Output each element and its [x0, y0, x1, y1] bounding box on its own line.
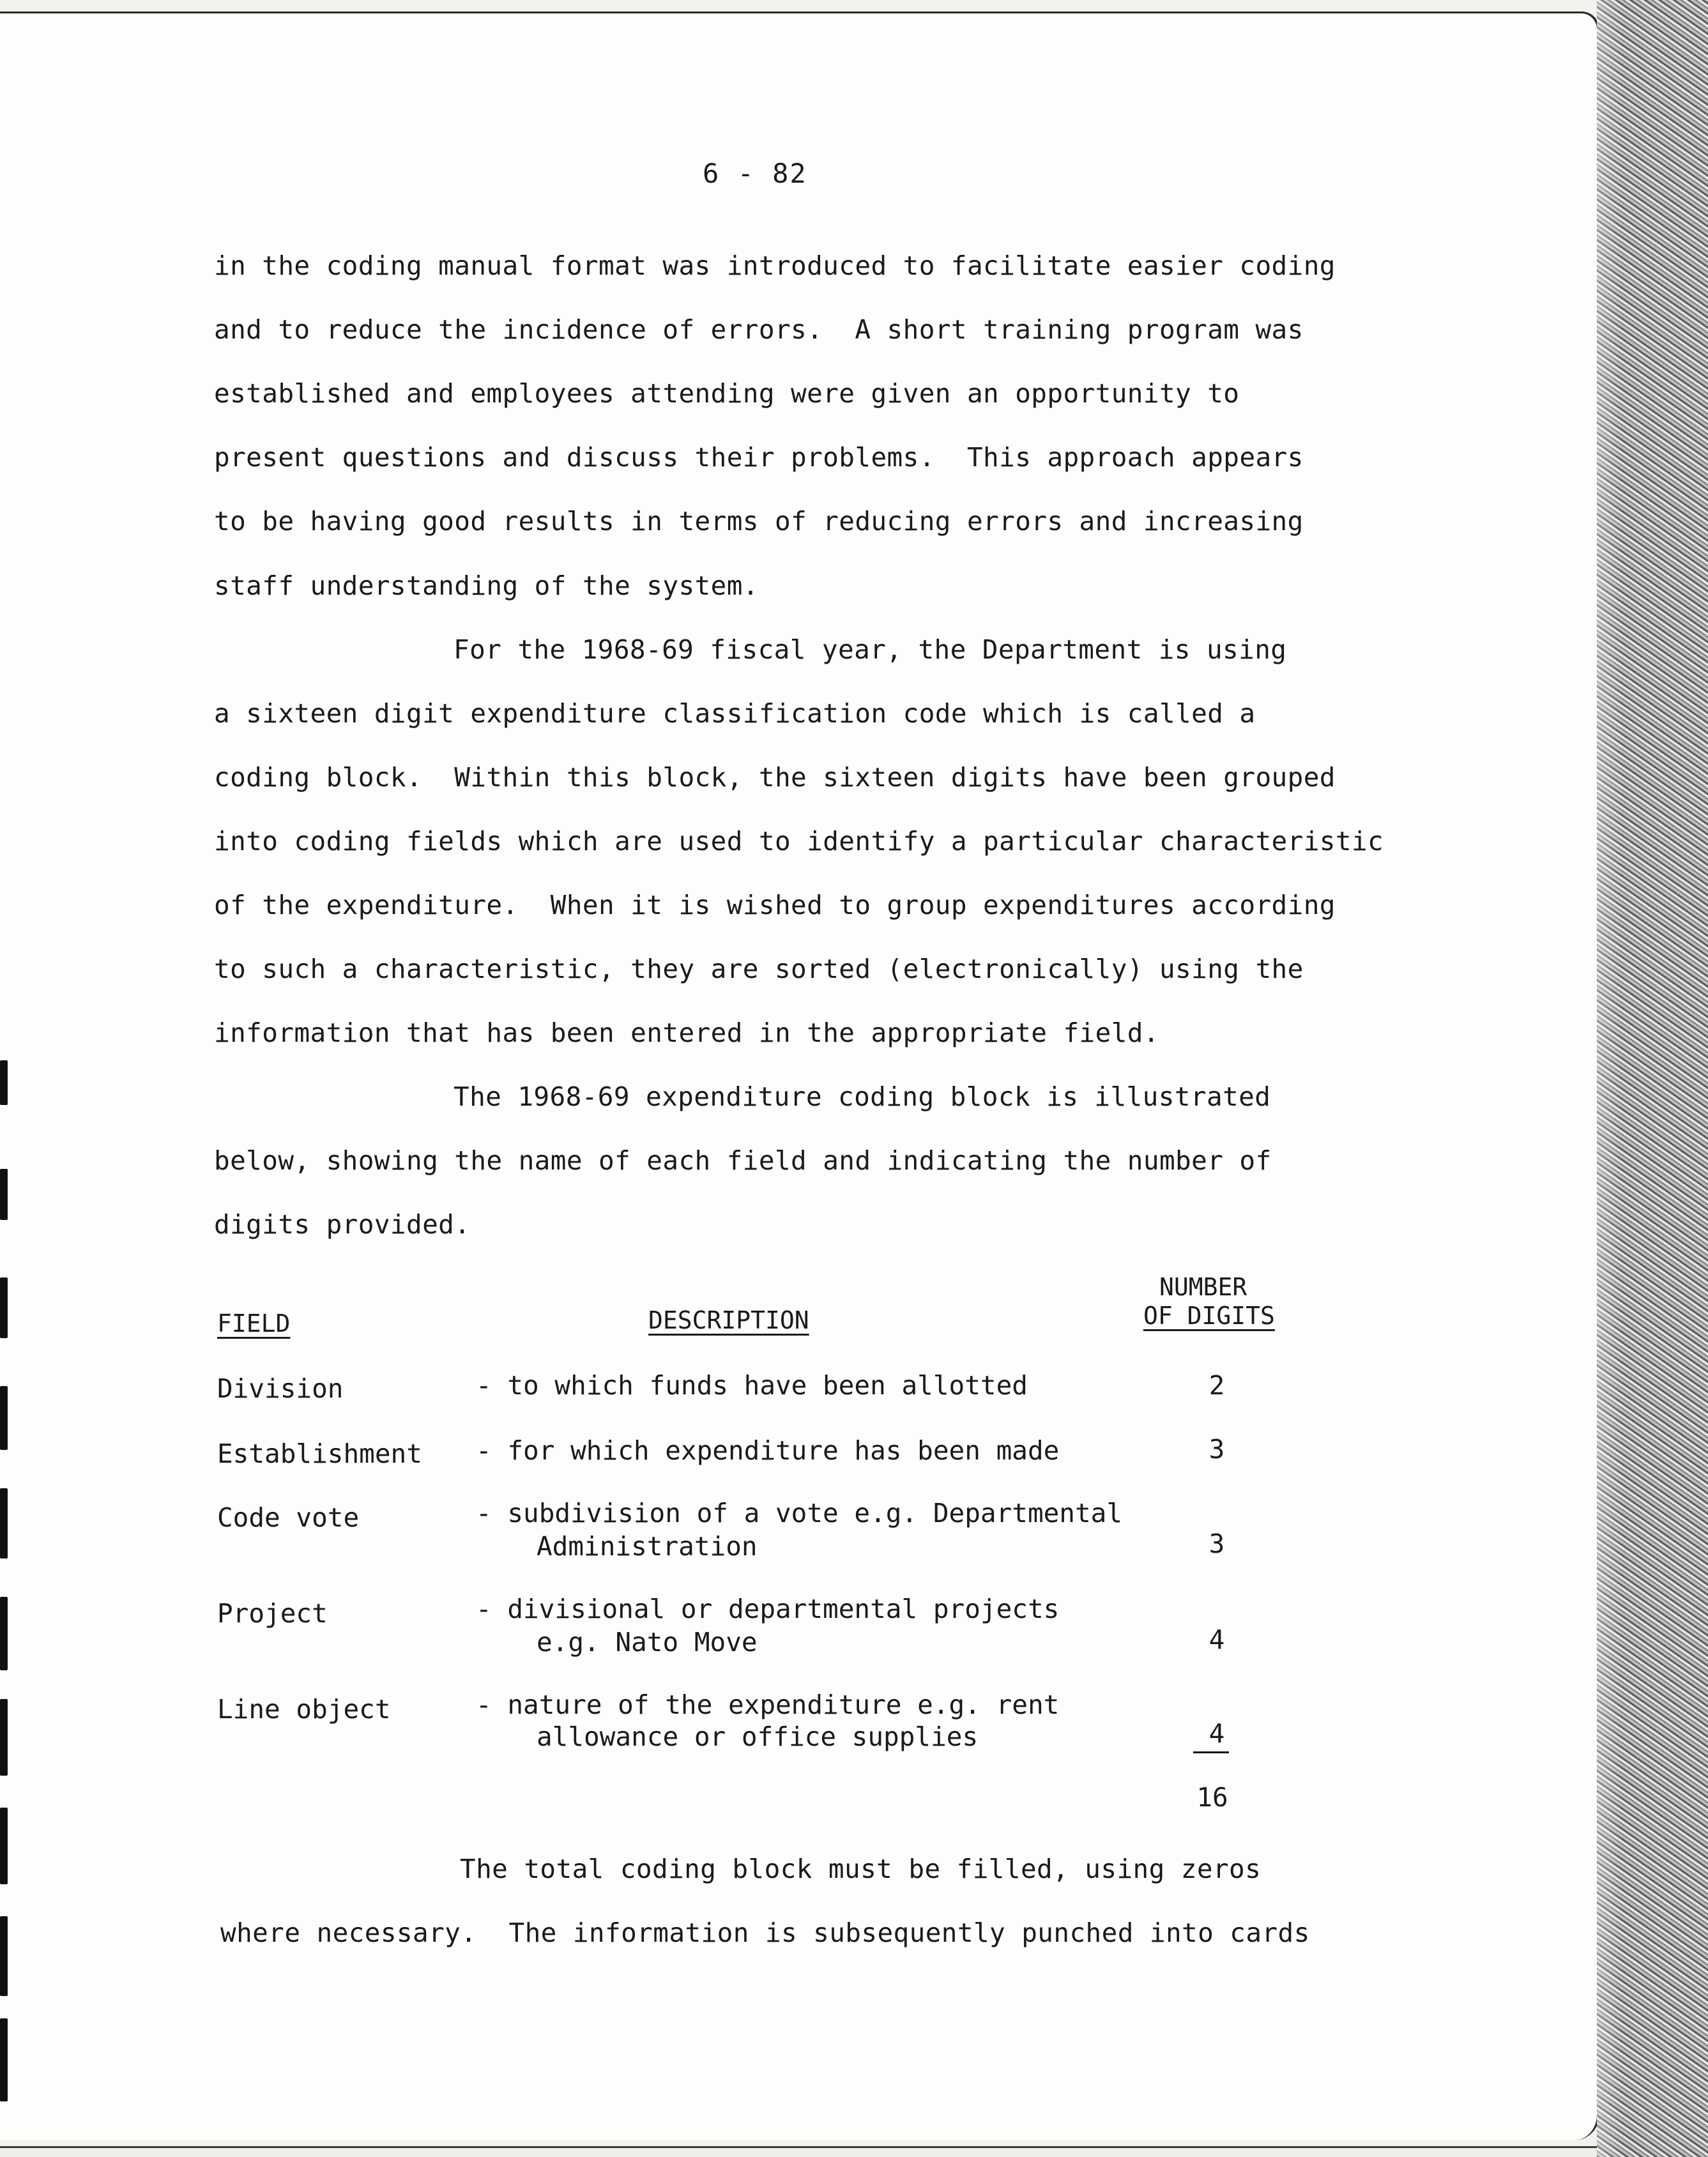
table-header-number: NUMBER: [1159, 1273, 1247, 1301]
paragraph-line: where necessary. The information is subsequently punched into cards: [220, 1917, 1310, 1948]
row-digits: 2: [1209, 1370, 1225, 1401]
paragraph-line: into coding fields which are used to identify a particular characteristic: [214, 826, 1384, 857]
row-description: - for which expenditure has been made: [476, 1435, 1060, 1466]
paragraph-line: established and employees attending were given an opportunity to: [214, 378, 1240, 409]
row-field: Establishment: [217, 1438, 422, 1469]
paragraph-line: information that has been entered in the appropriate field.: [214, 1018, 1159, 1048]
scan-margin-mark: [0, 1488, 8, 1559]
scan-margin-mark: [0, 1699, 8, 1776]
scan-margin-mark: [0, 1597, 8, 1670]
paragraph-line: a sixteen digit expenditure classification code which is called a: [214, 698, 1256, 729]
row-description: - to which funds have been allotted: [476, 1370, 1028, 1401]
paragraph-line: and to reduce the incidence of errors. A short training program was: [214, 314, 1304, 345]
row-field: Code vote: [217, 1502, 360, 1533]
paragraph-line: The total coding block must be filled, using zeros: [460, 1854, 1262, 1884]
scan-margin-mark: [0, 1916, 8, 1996]
scan-margin-mark: [0, 1169, 8, 1220]
paragraph-line: digits provided.: [214, 1209, 471, 1240]
scan-margin-mark: [0, 1386, 8, 1450]
row-description: - subdivision of a vote e.g. Departmental: [476, 1498, 1123, 1528]
scan-margin-mark: [0, 2018, 8, 2101]
paragraph-line: The 1968-69 expenditure coding block is illustrated: [454, 1081, 1271, 1112]
row-description: - nature of the expenditure e.g. rent: [476, 1689, 1060, 1720]
row-field: Division: [217, 1373, 344, 1404]
row-description-continued: e.g. Nato Move: [537, 1627, 758, 1658]
paragraph-line: For the 1968-69 fiscal year, the Department is using: [454, 634, 1287, 665]
paragraph-line: in the coding manual format was introduced to facilitate easier coding: [214, 250, 1336, 281]
total-underline: [1193, 1751, 1229, 1753]
row-description: - divisional or departmental projects: [476, 1594, 1060, 1624]
row-description-continued: allowance or office supplies: [537, 1721, 979, 1752]
paragraph-line: of the expenditure. When it is wished to group expenditures according: [214, 890, 1336, 920]
paragraph-line: coding block. Within this block, the sixteen digits have been grouped: [214, 762, 1336, 793]
row-digits: 4: [1209, 1718, 1225, 1749]
row-field: Project: [217, 1598, 328, 1629]
row-field: Line object: [217, 1694, 391, 1725]
table-header-of-digits: OF DIGITS: [1143, 1302, 1275, 1330]
paragraph-line: present questions and discuss their problems. This approach appears: [214, 442, 1304, 473]
paragraph-line: staff understanding of the system.: [214, 570, 759, 601]
scan-margin-mark: [0, 1060, 8, 1105]
scan-margin-mark: [0, 1808, 8, 1884]
scan-margin-mark: [0, 1277, 8, 1338]
paragraph-line: below, showing the name of each field and indicating the number of: [214, 1145, 1272, 1176]
paragraph-line: to such a characteristic, they are sorted (electronically) using the: [214, 954, 1304, 984]
row-digits: 3: [1209, 1434, 1225, 1465]
paragraph-line: to be having good results in terms of reducing errors and increasing: [214, 506, 1304, 537]
table-header-field: FIELD: [217, 1309, 291, 1338]
page-bottom-edge: [0, 2146, 1597, 2157]
row-digits: 3: [1209, 1528, 1225, 1559]
digits-total: 16: [1196, 1782, 1228, 1813]
row-description-continued: Administration: [537, 1531, 758, 1562]
scanned-page-edge: [1597, 0, 1708, 2157]
table-header-description: DESCRIPTION: [648, 1306, 809, 1334]
row-digits: 4: [1209, 1624, 1225, 1655]
page-number: 6 - 82: [703, 158, 807, 189]
